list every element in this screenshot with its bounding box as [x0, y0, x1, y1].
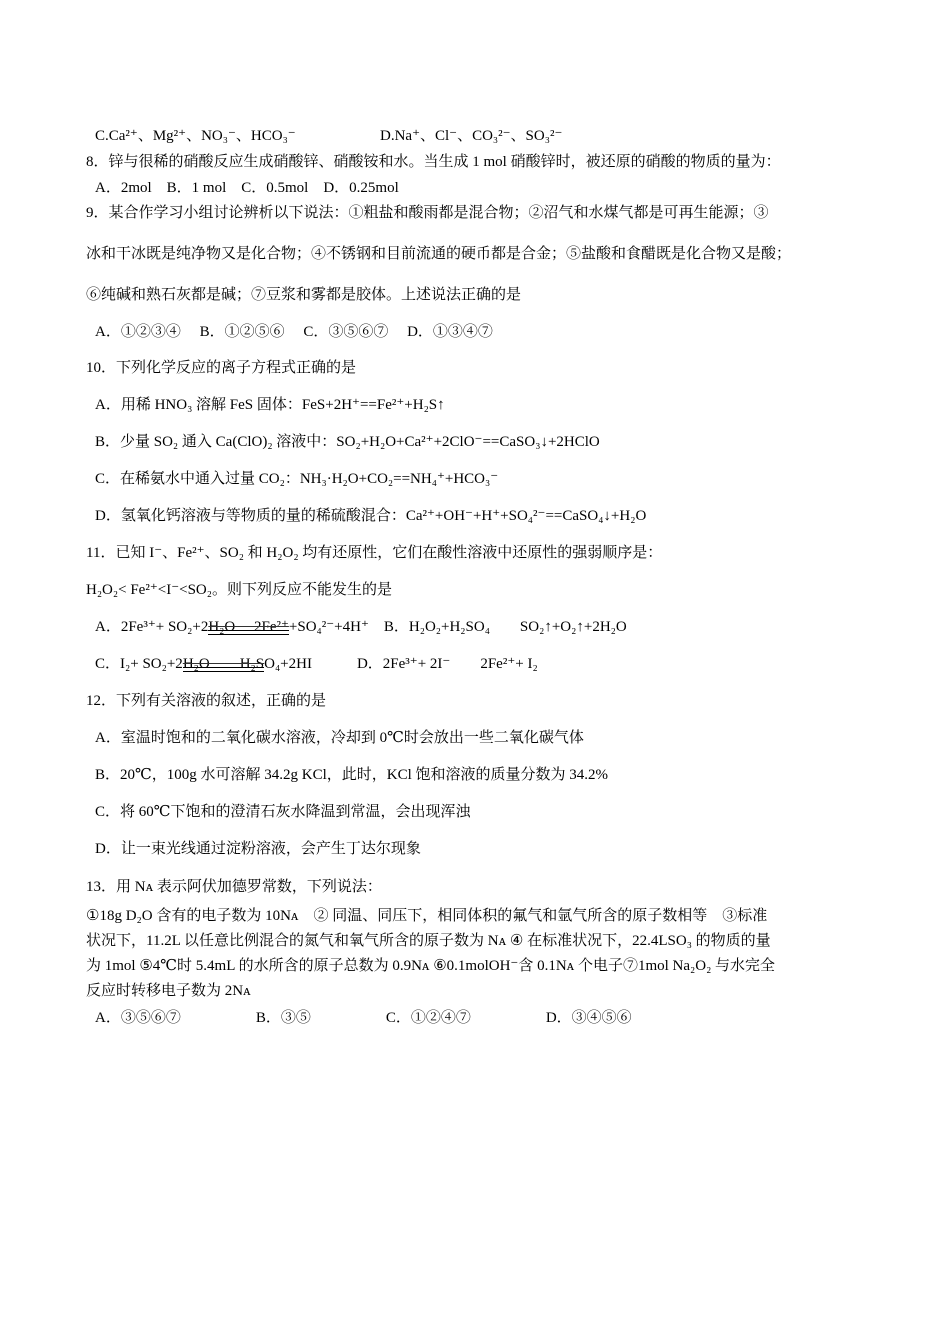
question-10: 10．下列化学反应的离子方程式正确的是 [86, 360, 357, 376]
question-13-line-4: 反应时转移电子数为 2Nᴀ [86, 983, 251, 999]
q11-a-part-3: +SO₄²⁻+4H⁺ B．H₂O₂+H₂SO₄ SO₂↑+O₂↑+2H₂O [288, 619, 627, 635]
question-13-line-2: 状况下，11.2L 以任意比例混合的氮气和氧气所含的原子数为 Nᴀ ④ 在标准状况下，22.4LSO₃ 的物质的量 [86, 933, 771, 949]
question-8: 8．锌与很稀的硝酸反应生成硝酸锌、硝酸铵和水。当生成 1 mol 硝酸锌时，被还原的硝酸的物质的量为： [86, 154, 781, 170]
q7-option-c: C.Ca²⁺、Mg²⁺、NO₃⁻、HCO₃⁻ [95, 128, 296, 144]
question-9-line-2: 冰和干冰既是纯净物又是化合物；④不锈钢和目前流通的硬币都是合金；⑤盐酸和食醋既是化合物又是酸； [86, 246, 792, 262]
double-underline [183, 667, 264, 672]
question-11-options-cd [95, 654, 538, 674]
q11-c-struck-text: H₂O H₂S [182, 656, 265, 672]
question-10-option-b: B．少量 SO₂ 通入 Ca(ClO)₂ 溶液中：SO₂+H₂O+Ca²⁺+2ClO⁻==CaSO₃↓+2HClO [95, 434, 600, 450]
question-13-options: A．③⑤⑥⑦ B．③⑤ C．①②④⑦ D．③④⑤⑥ [95, 1010, 632, 1026]
question-10-option-c: C．在稀氨水中通入过量 CO₂：NH₃·H₂O+CO₂==NH₄⁺+HCO₃⁻ [95, 471, 499, 487]
q11-a-struck-text: H₂O 2Fe²⁺ [208, 619, 289, 635]
question-11-line-2: H₂O₂< Fe²⁺<I⁻<SO₂。则下列反应不能发生的是 [86, 582, 392, 598]
q11-c-part-1: C．I₂+ SO₂+2 [95, 656, 183, 672]
question-9-line-3: ⑥纯碱和熟石灰都是碱；⑦豆浆和雾都是胶体。上述说法正确的是 [86, 287, 522, 303]
question-12-option-a: A．室温时饱和的二氧化碳水溶液，冷却到 0℃时会放出一些二氧化碳气体 [95, 730, 584, 746]
q7-option-d: D.Na⁺、Cl⁻、CO₃²⁻、SO₃²⁻ [380, 128, 563, 144]
q11-c-struck [183, 654, 264, 674]
question-11-line-1: 11．已知 I⁻、Fe²⁺、SO₂ 和 H₂O₂ 均有还原性，它们在酸性溶液中还原性的强弱顺序是： [86, 545, 663, 561]
q11-c-part-3: O₄+2HI D．2Fe³⁺+ 2I⁻ 2Fe²⁺+ I₂ [264, 656, 538, 672]
question-12-option-b: B．20℃，100g 水可溶解 34.2g KCl，此时，KCl 饱和溶液的质量分数为 34.2% [95, 767, 609, 783]
q11-a-struck [208, 617, 289, 637]
q11-a-part-1: A．2Fe³⁺+ SO₂+2 [95, 619, 209, 635]
question-8-options: A．2mol B．1 mol C．0.5mol D．0.25mol [95, 180, 399, 196]
double-underline [208, 630, 289, 635]
question-13: 13．用 Nᴀ 表示阿伏加德罗常数，下列说法： [86, 879, 382, 895]
question-10-option-d: D．氢氧化钙溶液与等物质的量的稀硫酸混合：Ca²⁺+OH⁻+H⁺+SO₄²⁻==CaSO₄↓+H₂O [95, 508, 647, 524]
question-9-line-1: 9．某合作学习小组讨论辨析以下说法：①粗盐和酸雨都是混合物；②沼气和水煤气都是可再生能源；③ [86, 205, 769, 221]
question-10-option-a: A．用稀 HNO₃ 溶解 FeS 固体：FeS+2H⁺==Fe²⁺+H₂S↑ [95, 397, 445, 413]
question-11-options-ab [95, 617, 627, 637]
question-12: 12．下列有关溶液的叙述，正确的是 [86, 693, 327, 709]
question-12-option-c: C．将 60℃下饱和的澄清石灰水降温到常温，会出现浑浊 [95, 804, 471, 820]
question-9-options: A．①②③④ B．①②⑤⑥ C．③⑤⑥⑦ D．①③④⑦ [95, 324, 493, 340]
question-12-option-d: D．让一束光线通过淀粉溶液，会产生丁达尔现象 [95, 841, 421, 857]
question-13-line-3: 为 1mol ⑤4℃时 5.4mL 的水所含的原子总数为 0.9Nᴀ ⑥0.1molOH⁻含 0.1Nᴀ 个电子⑦1mol Na₂O₂ 与水完全 [86, 958, 776, 974]
question-13-line-1: ①18g D₂O 含有的电子数为 10Nᴀ ② 同温、同压下，相同体积的氟气和氩气所含的原子数相等 ③标准 [86, 908, 768, 924]
